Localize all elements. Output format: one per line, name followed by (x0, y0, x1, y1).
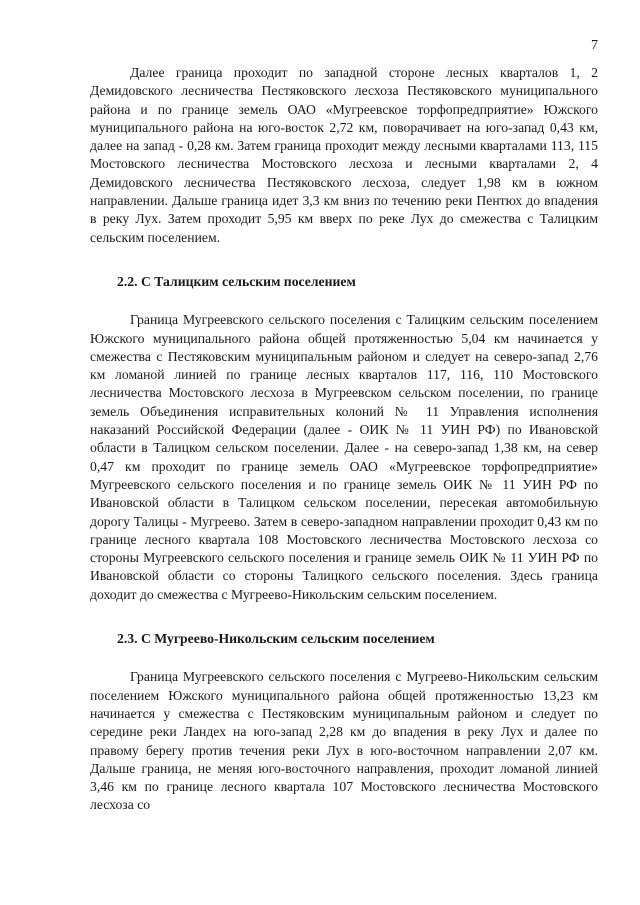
spacer (90, 648, 598, 668)
section-heading-talitsy: 2.2. С Талицким сельским поселением (117, 273, 356, 289)
spacer (90, 247, 598, 273)
document-body (90, 64, 598, 815)
spacer (90, 604, 598, 630)
section-heading-mugreevo-nikolskoe: 2.3. С Мугреево-Никольским сельским поселением (117, 631, 435, 647)
spacer (90, 291, 598, 311)
paragraph-talitsy: Граница Мугреевского сельского поселения с Талицким сельским поселением Южского муниципального района общей протяженностью 5,04 км начинается у смежества с Пестяковским муниципальным районом и следует на северо-запад 2,76 км ломаной линией по границе лесных кварталов 117, 116, 110 Мостовского лесничества Мостовского лесхоза в Мугреевском сельском поселении, по границе земель Объединения исправительных колоний № 11 Управления исполнения наказаний Российской Федерации (далее - ОИК № 11 УИН РФ) по Ивановской области в Талицком сельском поселении. Далее - на северо-запад 1,38 км, на север 0,47 км проходит по границе земель ОАО «Мугреевское торфопредприятие» Мугреевского сельского поселения и по границе земель ОИК № 11 УИН РФ по Ивановской области в Талицком сельском поселении, пересекая автомобильную дорогу Талицы - Мугреево. Затем в северо-западном направлении проходит 0,43 км по границе лесного квартала 108 Мостовского лесничества Мостовского лесхоза со стороны Мугреевского сельского поселения и границе земель ОИК № 11 УИН РФ по Ивановской области со стороны Талицкого сельского поселения. Здесь граница доходит до смежества с Мугреево-Никольским сельским поселением. (90, 312, 598, 602)
page-number: 7 (591, 38, 598, 53)
paragraph-intro: Далее граница проходит по западной стороне лесных кварталов 1, 2 Демидовского лесничества Пестяковского лесхоза Пестяковского муниципального района и по границе земель ОАО «Мугреевское торфопредприятие» Южского муниципального района на юго-восток 2,72 км, поворачивает на юго-запад 0,43 км, далее на запад - 0,28 км. Затем граница проходит между лесными кварталами 113, 115 Мостовского лесничества Мостовского лесхоза и лесными кварталами 2, 4 Демидовского лесничества Пестяковского лесхоза, следует 1,98 км в южном направлении. Дальше граница идет 3,3 км вниз по течению реки Пентюх до впадения в реку Лух. Затем проходит 5,95 км вверх по реке Лух до смежества с Талицким сельским поселением. (90, 65, 598, 245)
paragraph-mugreevo-nikolskoe: Граница Мугреевского сельского поселения с Мугреево-Никольским сельским поселением Южского муниципального района общей протяженностью 13,23 км начинается у смежества с Пестяковским муниципальным районом и следует по середине реки Ландех на юго-запад 2,28 км до впадения в реку Лух и далее по правому берегу против течения реки Лух в юго-восточном направлении 2,07 км. Дальше граница, не меняя юго-восточного направления, проходит ломаной линией 3,46 км по границе лесного квартала 107 Мостовского лесничества Мостовского лесхоза со (90, 669, 598, 813)
